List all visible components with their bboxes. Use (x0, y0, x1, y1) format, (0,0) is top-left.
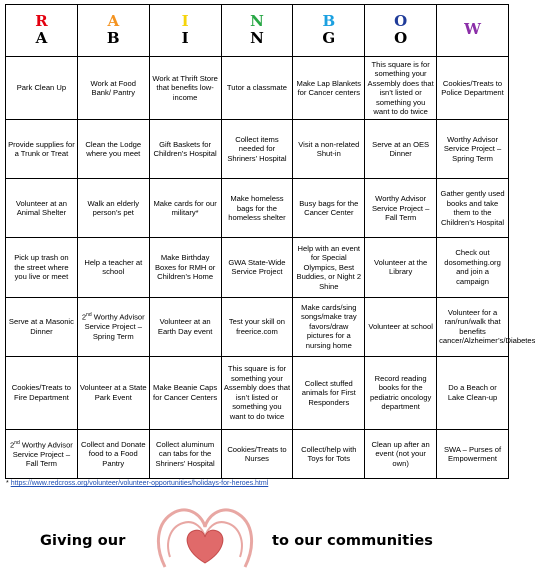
bingo-square[interactable]: Serve at a Masonic Dinner (6, 297, 78, 356)
bingo-square[interactable]: Make Birthday Boxes for RMH or Children’s Home (149, 238, 221, 297)
bingo-square[interactable]: Busy bags for the Cancer Center (293, 179, 365, 238)
bingo-square[interactable]: Cookies/Treats to Police Department (437, 56, 509, 119)
header-top-letter: A (107, 12, 120, 31)
bingo-square[interactable]: Serve at an OES Dinner (365, 120, 437, 179)
bingo-square[interactable]: Volunteer at school (365, 297, 437, 356)
header-top-letter: W (464, 19, 481, 38)
header-top-letter: O (394, 12, 408, 31)
bingo-square[interactable]: Gather gently used books and take them to the Children’s Hospital (437, 179, 509, 238)
bingo-square[interactable]: Make homeless bags for the homeless shelter (221, 179, 293, 238)
bingo-square[interactable]: Test your skill on freerice.com (221, 297, 293, 356)
bingo-square[interactable]: SWA – Purses of Empowerment (437, 430, 509, 479)
header-top-letter: N (250, 12, 264, 31)
bingo-square[interactable]: Clean the Lodge where you meet (77, 120, 149, 179)
bingo-square[interactable]: Collect and Donate food to a Food Pantry (77, 430, 149, 479)
bingo-square[interactable]: Clean up after an event (not your own) (365, 430, 437, 479)
header-bottom-letter: O (394, 29, 408, 48)
header-cell (6, 5, 78, 57)
bingo-square[interactable]: Cookies/Treats to Fire Department (6, 356, 78, 429)
bingo-square[interactable]: Volunteer at an Earth Day event (149, 297, 221, 356)
bingo-square[interactable]: Help with an event for Special Olympics, Best Buddies, or Night 2 Shine (293, 238, 365, 297)
tagline-left: Giving our (40, 533, 126, 549)
bingo-square[interactable]: Volunteer at the Library (365, 238, 437, 297)
grid-row (6, 179, 509, 238)
header-top-letter: R (35, 12, 48, 31)
bingo-square[interactable]: Make cards/sing songs/make tray favors/draw pictures for a nursing home (293, 297, 365, 356)
bingo-square[interactable]: Help a teacher at school (77, 238, 149, 297)
grid-row (6, 430, 509, 479)
bingo-square[interactable]: Pick up trash on the street where you live or meet (6, 238, 78, 297)
header-bottom-letter: G (322, 29, 336, 48)
bingo-square[interactable]: Collect stuffed animals for First Responders (293, 356, 365, 429)
header-cell (221, 5, 293, 57)
grid-row (6, 297, 509, 356)
bingo-square[interactable]: 2nd Worthy Advisor Service Project – Spring Term (77, 297, 149, 356)
bingo-square[interactable]: Cookies/Treats to Nurses (221, 430, 293, 479)
bingo-square[interactable]: Make Lap Blankets for Cancer centers (293, 56, 365, 119)
bingo-grid (5, 4, 535, 479)
header-bottom-letter: A (35, 29, 48, 48)
header-bottom-letter: N (250, 29, 264, 48)
bingo-square[interactable]: Record reading books for the pediatric oncology department (365, 356, 437, 429)
bingo-square[interactable]: Walk an elderly person’s pet (77, 179, 149, 238)
header-cell (365, 5, 437, 57)
bingo-square[interactable]: Visit a non-related Shut-in (293, 120, 365, 179)
bingo-square[interactable]: Park Clean Up (6, 56, 78, 119)
grid-row (6, 238, 509, 297)
bingo-square[interactable]: This square is for something your Assembly does that isn’t listed or something you want to do twice (221, 356, 293, 429)
bingo-square[interactable]: Check out dosomething.org and join a campaign (437, 238, 509, 297)
bingo-square[interactable]: Make cards for our military* (149, 179, 221, 238)
bingo-square[interactable]: Collect items needed for Shriners’ Hospital (221, 120, 293, 179)
bingo-square[interactable]: Work at Thrift Store that benefits low-income (149, 56, 221, 119)
tagline-right: to our communities (272, 533, 433, 549)
bingo-square[interactable]: Gift Baskets for Children’s Hospital (149, 120, 221, 179)
bingo-square[interactable]: Volunteer for a ran/run/walk that benefits cancer/Alzheimer’s/Diabetes (437, 297, 509, 356)
bingo-square[interactable]: Worthy Advisor Service Project – Spring Term (437, 120, 509, 179)
header-cell (149, 5, 221, 57)
bingo-square[interactable]: Do a Beach or Lake Clean-up (437, 356, 509, 429)
grid-row (6, 356, 509, 429)
footnote-marker: * (6, 480, 9, 487)
bingo-square[interactable]: Collect/help with Toys for Tots (293, 430, 365, 479)
bingo-square[interactable]: Provide supplies for a Trunk or Treat (6, 120, 78, 179)
header-bottom-letter: B (106, 29, 120, 48)
bingo-square[interactable]: Volunteer at a State Park Event (77, 356, 149, 429)
grid-row (6, 56, 509, 119)
bingo-square[interactable]: 2nd Worthy Advisor Service Project – Fall Term (6, 430, 78, 479)
bingo-square[interactable]: GWA State-Wide Service Project (221, 238, 293, 297)
bingo-square[interactable]: Work at Food Bank/ Pantry (77, 56, 149, 119)
footnote-link[interactable]: https://www.redcross.org/volunteer/volunteer-opportunities/holidays-for-heroes.html (10, 480, 269, 487)
header-top-letter: I (181, 12, 189, 31)
bingo-square[interactable]: Make Beanie Caps for Cancer Centers (149, 356, 221, 429)
bingo-square[interactable]: Collect aluminum can tabs for the Shriners’ Hospital (149, 430, 221, 479)
header-bottom-letter: I (181, 29, 189, 48)
bingo-square[interactable]: Worthy Advisor Service Project – Fall Term (365, 179, 437, 238)
header-cell (293, 5, 365, 57)
bingo-square[interactable]: Volunteer at an Animal Shelter (6, 179, 78, 238)
header-cell (77, 5, 149, 57)
header-cell (437, 5, 509, 57)
bingo-square[interactable]: Tutor a classmate (221, 56, 293, 119)
bingo-square[interactable]: This square is for something your Assembly does that isn’t listed or something you want to do twice (365, 56, 437, 119)
header-row (6, 5, 509, 57)
grid-row (6, 120, 509, 179)
hands-heart-icon (145, 497, 265, 577)
header-top-letter: B (322, 12, 336, 31)
footnote (6, 480, 268, 487)
